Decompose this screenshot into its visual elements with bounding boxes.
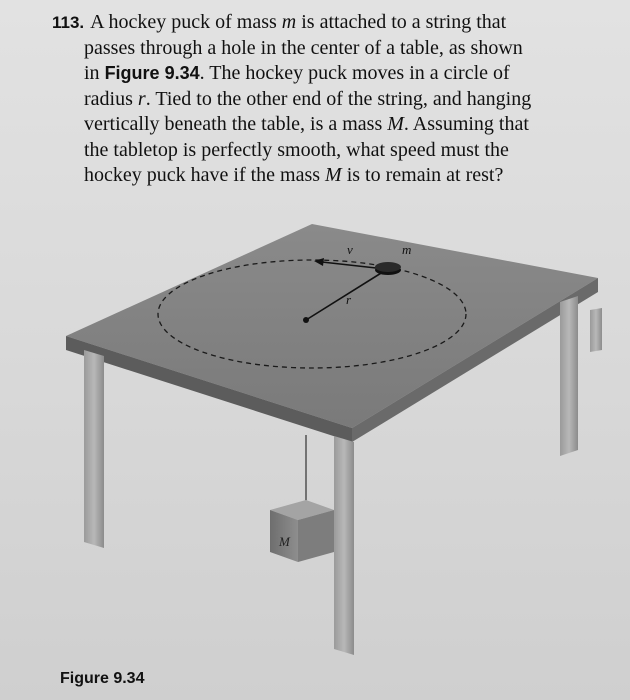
problem-line-6: the tabletop is perfectly smooth, what speed must the bbox=[84, 138, 509, 161]
problem-line-1: 113. A hockey puck of mass m is attached to a string that bbox=[52, 11, 507, 33]
problem-line-3: in Figure 9.34. The hockey puck moves in a circle of bbox=[84, 62, 510, 84]
problem-line-7: hockey puck have if the mass M is to remain at rest? bbox=[84, 164, 504, 186]
table-top bbox=[66, 224, 598, 428]
problem-line-4: radius r. Tied to the other end of the string, and hanging bbox=[84, 87, 532, 110]
table-leg-right bbox=[560, 296, 578, 456]
problem-line-2: passes through a hole in the center of a table, as shown bbox=[84, 36, 523, 59]
table-back-legs bbox=[590, 308, 602, 352]
table-leg-front bbox=[334, 436, 354, 655]
hanging-mass bbox=[270, 500, 334, 562]
problem-number: 113. bbox=[52, 13, 85, 32]
figure-caption: Figure 9.34 bbox=[60, 670, 145, 687]
table-leg-left bbox=[84, 350, 104, 548]
puck-mass-label: m bbox=[402, 242, 412, 257]
table-figure bbox=[0, 210, 630, 670]
radius-label: r bbox=[346, 292, 352, 307]
problem-line-5: vertically beneath the table, is a mass M. Assuming that bbox=[84, 113, 529, 135]
table-hole bbox=[303, 317, 309, 323]
figure-reference: Figure 9.34 bbox=[104, 63, 200, 83]
velocity-label: v bbox=[347, 242, 353, 257]
problem-text bbox=[52, 10, 612, 189]
hanging-mass-label: M bbox=[279, 534, 290, 549]
